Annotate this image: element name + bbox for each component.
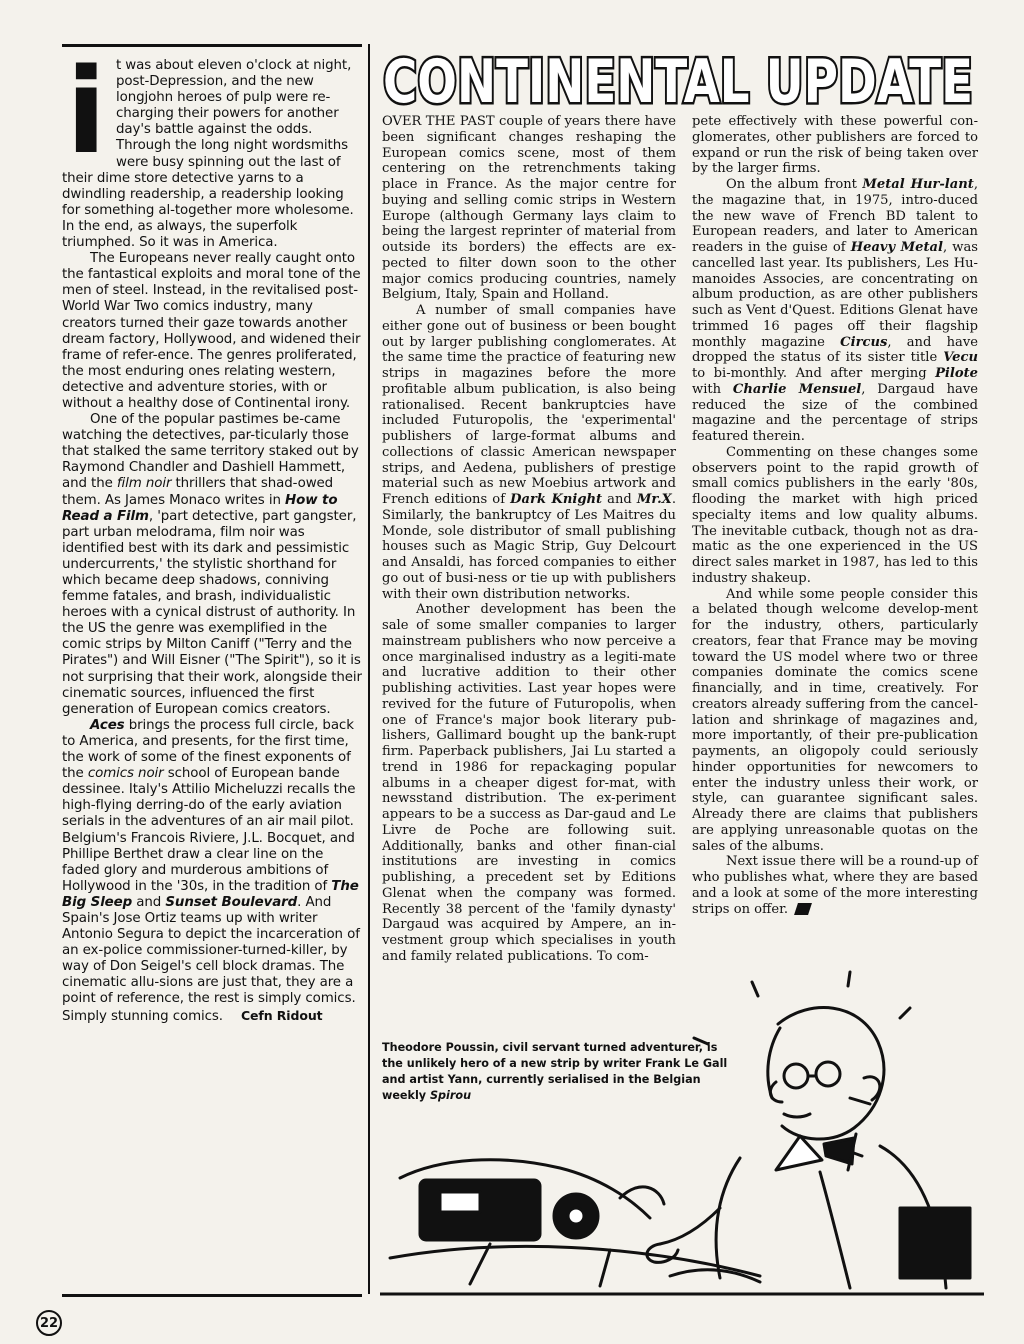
intro-paragraph [62, 412, 362, 718]
text-run: , Dargaud have reduced the size of the combined magazine and the percentage of strips featured therein. [692, 381, 978, 444]
text-run: OVER THE PAST couple of years there have been significant changes reshaping the European comics scene, most of them centering on the retrenchments taking place in France. As the major centre for buying and selling comic strips in Western Europe (although Germany lays claim to being the largest reprinter of material from outside its borders) the effects are ex-pected to filter down soon to the other major comics producing countries, namely Belgium, Italy, Spain and Holland. [382, 114, 676, 303]
article-paragraph [692, 854, 978, 917]
dropcap-i [62, 56, 108, 158]
text-run: thrillers that shad-owed them. As James Monaco writes in [62, 476, 334, 508]
article-column-1 [382, 114, 676, 965]
article-paragraph [692, 114, 978, 177]
text-run: , and have dropped the status of its sister title [692, 334, 978, 366]
text-run: Theodore Poussin, civil servant turned adventurer, is the unlikely hero of a new strip by writer Frank Le Gall and artist Yann, currently serialised in the Belgian weekly [382, 1041, 728, 1102]
emphasized-text: Spirou [429, 1089, 472, 1102]
text-run: The Europeans never really caught onto the fantastical exploits and moral tone of the men of steel. Instead, in the revitalised post-World War Two comics industry, many creators turned their gaze towards another dream factory, Hollywood, and widened their frame of refer-ence. The genres proliferated, the most enduring ones relating western, detective and adventure stories, with or without a healthy dose of Continental irony. [62, 251, 361, 411]
emphasized-text: Dark Knight [510, 492, 603, 507]
emphasized-text: Vecu [943, 350, 978, 366]
text-run: . And Spain's Jose Ortiz teams up with writer Antonio Segura to depict the incarceration of an ex-police commissioner-turned-killer, by way of Don Seigel's cell block dramas. The cinematic allu-sions are just that, they are a point of reference, the rest is simply comics. Simply stunning comics. [62, 894, 360, 1024]
bottom-rule [62, 1294, 362, 1297]
text-run: On the album front [726, 177, 863, 192]
text-run: , was cancelled last year. Its publishers, Les Hu-manoides Associes, are concentrating on album production, as are other publishers such as Vent d'Quest. Editions Glenat have trimmed 16 pages off their flagship monthly magazine [692, 240, 979, 350]
text-run: pete effectively with these powerful con-glomerates, other publishers are forced to expand or run the risk of being taken over by the larger firms. [692, 114, 978, 177]
emphasized-text: Metal Hur-lant [862, 177, 974, 192]
intro-paragraph [62, 718, 362, 1025]
end-mark-icon [794, 903, 812, 915]
article-paragraph [692, 177, 978, 445]
text-run: with [692, 381, 733, 397]
text-run: brings the process full circle, back to America, and presents, for the first time, the work of some of the finest exponents of the [62, 717, 354, 782]
emphasized-text: Aces [90, 717, 125, 733]
text-run: . Similarly, the bankruptcy of Les Maitres du Monde, sole distributor of small publishing houses such as Magic Strip, Guy Delcourt and Ansaldi, has forced companies to either go out of busi-ness or tie up with publishers with their own distribution networks. [382, 492, 677, 602]
svg-text:i: i [66, 56, 107, 158]
text-run: And while some people consider this a belated though welcome develop-ment for the industry, others, particularly creators, fear that France may be moving toward the US model where two or three companies dominate the comics scene financially, and in time, creatively. For creators already suffering from the cancel-lation and shrinkage of magazines and, more importantly, of their pre-publication payments, an oligopoly could seriously hinder opportunities for newcomers to enter the industry unless their work, or style, can guarantee significant sales. Already there are claims that publishers are applying unreasonable quotas on the sales of the albums. [692, 586, 978, 854]
emphasized-text: How to Read a Film [62, 492, 338, 524]
emphasized-text: comics noir [87, 766, 164, 782]
column-divider [368, 44, 370, 1294]
intro-column [62, 58, 362, 1025]
text-run: Another development has been the sale of some smaller companies to larger mainstream publishers who now perceive a once marginalised industry as a legiti-mate and lucrative addition to their other publishing activities. Last year hopes were revived for the future of Futuropolis, when one of France's major book literary pub-lishers, Gallimard bought up the bank-rupt firm. Paperback publishers, Jai Lu started a trend in 1986 for repackaging popular albums in a cheaper digest for-mat, with newsstand distribution. The ex-periment appears to be a success as Dar-gaud and Le Livre de Poche are following suit. Additionally, banks and other finan-cial institutions are investing in comics publishing, a precedent set by Editions Glenat when the company was formed. Recently 38 percent of the 'family dynasty' Dargaud was acquired by Ampere, an in-vestment group which specialises in youth and family related publications. To com- [382, 602, 676, 964]
emphasized-text: film noir [116, 476, 172, 492]
article-paragraph [692, 445, 978, 587]
emphasized-text: Mr.X [636, 492, 672, 507]
text-run: A number of small companies have either gone out of business or been bought out by larger publishing conglomerates. At the same time the practice of featuring new strips in magazines before the more profitable album publication, is also being rationalised. Recent bankruptcies have included Futuropolis, the 'experimental' publishers of large-format albums and collections of classic American newspaper strips, and Aedena, publishers of prestige material such as new Moebius artwork and French editions of [382, 303, 676, 507]
text-run: school of European bande dessinee. Italy's Attilio Micheluzzi recalls the high-flying derring-do of the early aviation serials in the adventures of an air mail pilot. Belgium's Francois Riviere, J.L. Bocquet, and Phillipe Berthet draw a clear line on the faded glory and murderous ambitions of Hollywood in the '30s, in the tradition of [62, 766, 356, 894]
page-number: 22 [36, 1310, 62, 1336]
emphasized-text: Charlie Mensuel [732, 381, 862, 397]
text-run: and [132, 894, 166, 910]
text-run: , the magazine that, in 1975, intro-duced the new wave of French BD talent to European readers, and later to American readers in the guise of [692, 177, 979, 255]
text-run: Next issue there will be a round-up of who publishes what, where they are based and a look at some of the more interesting strips on offer. [692, 854, 978, 917]
article-paragraph [382, 114, 676, 303]
emphasized-text: The Big Sleep [62, 878, 359, 910]
emphasized-text: Heavy Metal [850, 240, 943, 255]
emphasized-text: Sunset Boulevard [165, 894, 298, 910]
article-paragraph [692, 587, 978, 855]
text-run: and [602, 492, 637, 507]
text-run: to bi-monthly. And after merging [692, 366, 936, 381]
top-rule [62, 44, 362, 47]
illustration-caption [382, 1040, 742, 1104]
emphasized-text: Circus [840, 334, 888, 350]
article-column-2 [692, 114, 978, 917]
byline: Cefn Ridout [240, 1007, 323, 1023]
emphasized-text: Pilote [935, 366, 978, 381]
intro-paragraph-text [62, 718, 360, 1024]
article-paragraph-text [692, 854, 978, 916]
text-run: Commenting on these changes some observers point to the rapid growth of small comics publishers in the early '80s, flooding the market with high priced specialty items and low quality albums. The inevitable cutback, though not as dra-matic as the one experienced in the US direct sales market in 1987, has led to this industry shakeup. [692, 444, 978, 586]
text-run: One of the popular pastimes be-came watching the detectives, par-ticularly those that stalked the same territory staked out by Raymond Chandler and Dashiell Hammett, and the [62, 412, 359, 492]
comic-illustration [380, 958, 984, 1302]
intro-paragraph [62, 251, 362, 412]
article-headline [376, 44, 980, 110]
text-run: t was about eleven o'clock at night, post-Depression, and the new longjohn heroes of pulp were re-charging their powers for another day's battle against the odds. Through the long night wordsmiths were busy spinning out the last of their dime store detective yarns to a dwindling readership, a readership looking for something al-together more wholesome. In the end, as always, the superfolk triumphed. So it was in America. [62, 58, 354, 251]
article-paragraph [382, 303, 676, 602]
headline-text: CONTINENTAL UPDATE [383, 47, 973, 110]
text-run: , 'part detective, part gangster, part urban melodrama, film noir was identified best with its dark and pessimistic undercurrents,' the stylistic shorthand for which became deep shadows, conniving femme fatales, and brash, individualistic heroes with a cynical distrust of authority. In the US the genre was exemplified in the comic strips by Milton Caniff ("Terry and the Pirates") and Will Eisner ("The Spirit"), so it is not surprising that their work, alongside their cinematic sources, influenced the first generation of European comics creators. [62, 508, 362, 717]
article-paragraph [382, 602, 676, 964]
